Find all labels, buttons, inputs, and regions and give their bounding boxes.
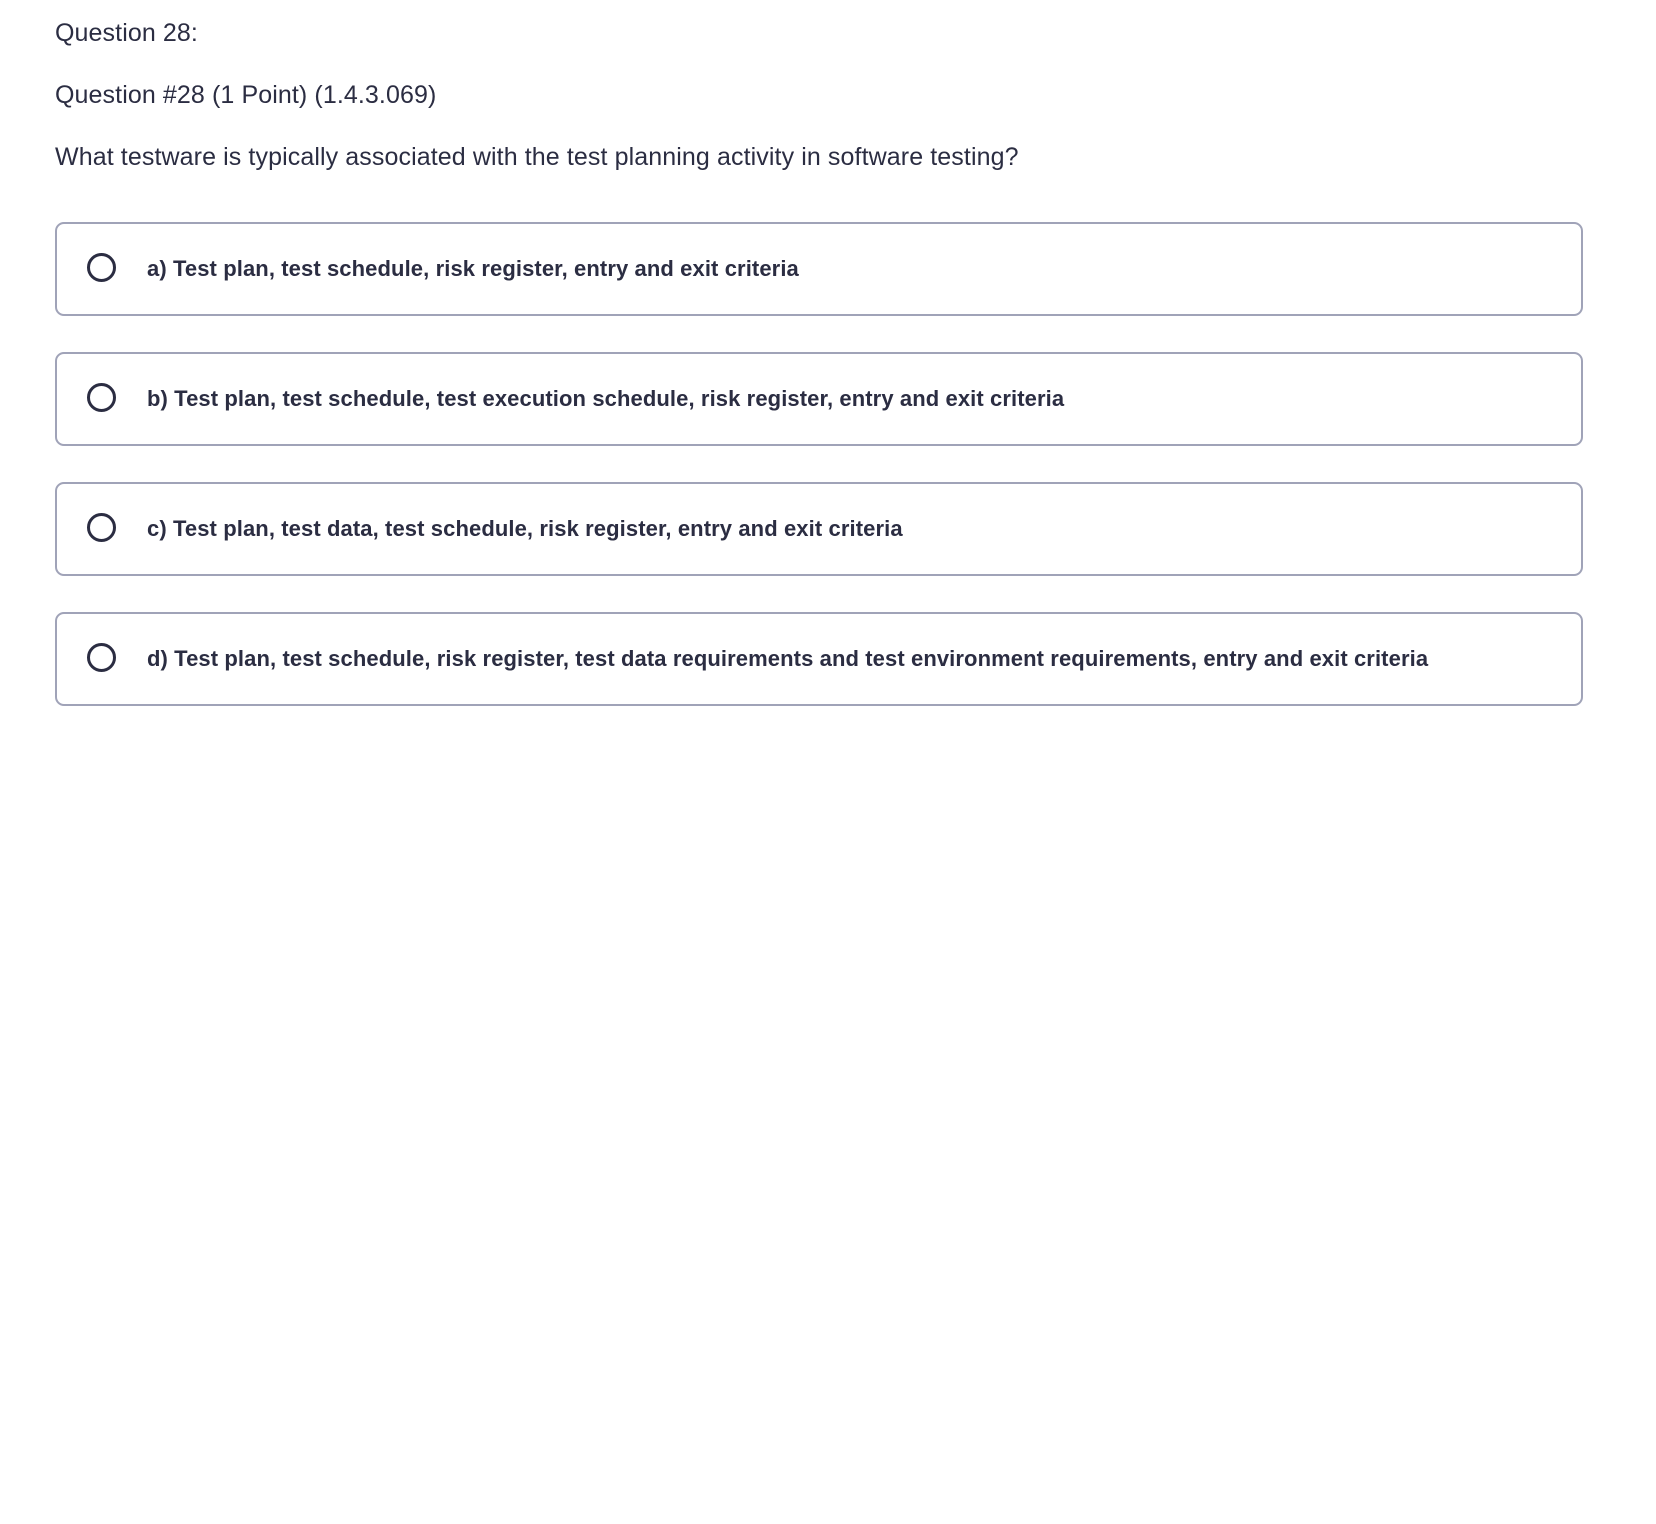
- radio-button-icon-d[interactable]: [87, 643, 116, 672]
- radio-button-icon-b[interactable]: [87, 383, 116, 412]
- answer-option-label-b: b) Test plan, test schedule, test execution schedule, risk register, entry and exit criteria: [147, 386, 1065, 411]
- answer-option-label-c: c) Test plan, test data, test schedule, risk register, entry and exit criteria: [147, 516, 903, 541]
- question-number-label: Question 28:: [55, 19, 198, 47]
- answer-options-list: [55, 222, 1583, 706]
- answer-option-a[interactable]: [55, 222, 1583, 316]
- answer-option-c[interactable]: [55, 482, 1583, 576]
- radio-button-icon-c[interactable]: [87, 513, 116, 542]
- answer-option-label-d: d) Test plan, test schedule, risk register, test data requirements and test environment requirements, entry and exit criteria: [147, 646, 1429, 671]
- answer-option-label-a: a) Test plan, test schedule, risk register, entry and exit criteria: [147, 256, 799, 281]
- question-header: [55, 16, 1585, 174]
- question-meta-label: Question #28 (1 Point) (1.4.3.069): [55, 81, 437, 109]
- question-prompt-text: What testware is typically associated with the test planning activity in software testing?: [55, 143, 1019, 171]
- radio-button-icon-a[interactable]: [87, 253, 116, 282]
- answer-option-b[interactable]: [55, 352, 1583, 446]
- answer-option-d[interactable]: [55, 612, 1583, 706]
